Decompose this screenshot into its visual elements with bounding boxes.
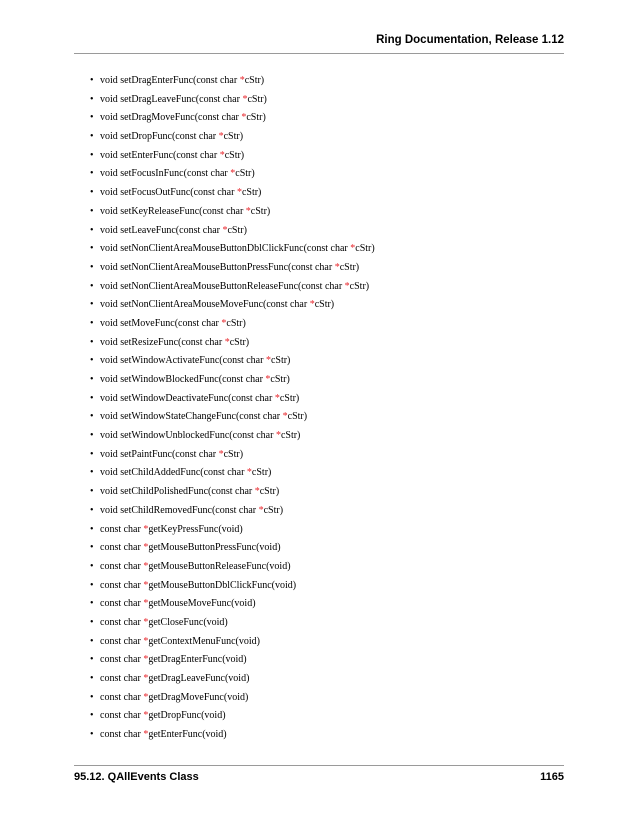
item-suffix: cStr) — [223, 131, 244, 143]
list-item — [90, 633, 375, 652]
pointer-star: * — [258, 504, 264, 516]
item-prefix: void setWindowActivateFunc(const char — [100, 355, 266, 367]
bullet-icon: • — [90, 131, 94, 143]
pointer-star: * — [344, 280, 350, 292]
item-prefix: void setWindowDeactivateFunc(const char — [100, 392, 275, 404]
list-item — [90, 464, 375, 483]
list-item — [90, 352, 375, 371]
item-suffix: cStr) — [224, 149, 245, 161]
item-suffix: cStr) — [349, 280, 370, 292]
item-prefix: const char — [100, 729, 144, 741]
pointer-star: * — [265, 355, 271, 367]
pointer-star: * — [143, 560, 149, 572]
item-prefix: const char — [100, 560, 144, 572]
list-item — [90, 128, 375, 147]
list-item — [90, 371, 375, 390]
item-prefix: const char — [100, 691, 144, 703]
pointer-star: * — [242, 93, 248, 105]
item-suffix: cStr) — [227, 224, 247, 236]
footer-section-title: 95.12. QAllEvents Class — [74, 771, 199, 783]
list-item — [90, 334, 375, 353]
pointer-star: * — [236, 187, 242, 199]
pointer-star: * — [265, 374, 271, 385]
item-suffix: cStr) — [229, 336, 250, 348]
bullet-icon: • — [90, 448, 94, 460]
list-item — [90, 427, 375, 446]
bullet-icon: • — [90, 149, 94, 161]
bullet-icon: • — [90, 560, 94, 572]
item-suffix: cStr) — [246, 112, 266, 124]
list-item — [90, 521, 375, 540]
pointer-star: * — [143, 729, 149, 741]
item-prefix: void setDragLeaveFunc(const char — [100, 93, 243, 105]
bullet-icon: • — [90, 243, 94, 255]
pointer-star: * — [218, 131, 224, 143]
list-item — [90, 707, 375, 726]
bullet-icon: • — [90, 430, 94, 442]
pointer-star: * — [282, 411, 288, 423]
pointer-star: * — [241, 112, 247, 124]
bullet-icon: • — [90, 523, 94, 535]
pointer-star: * — [143, 654, 149, 666]
item-prefix: void setDragMoveFunc(const char — [100, 112, 242, 124]
item-prefix: const char — [100, 598, 144, 610]
bullet-icon: • — [90, 579, 94, 591]
item-suffix: getEnterFunc(void) — [148, 729, 227, 741]
item-prefix: const char — [100, 673, 144, 684]
bullet-icon: • — [90, 467, 94, 479]
list-item — [90, 91, 375, 110]
list-item — [90, 483, 375, 502]
list-item — [90, 577, 375, 596]
bullet-icon: • — [90, 93, 94, 105]
item-prefix: void setNonClientAreaMouseButtonPressFunc(const char — [100, 261, 335, 273]
footer-page-number: 1165 — [540, 771, 564, 783]
item-suffix: cStr) — [244, 75, 265, 86]
list-item — [90, 595, 375, 614]
item-prefix: void setKeyReleaseFunc(const char — [100, 205, 246, 217]
list-item — [90, 315, 375, 334]
pointer-star: * — [143, 635, 149, 647]
header-title: Ring Documentation, Release 1.12 — [376, 34, 564, 46]
list-item — [90, 614, 375, 633]
list-item — [90, 222, 375, 241]
page-footer — [74, 765, 564, 784]
list-item — [90, 408, 375, 427]
pointer-star: * — [222, 224, 228, 236]
item-suffix: getMouseButtonDblClickFunc(void) — [148, 579, 297, 591]
list-item — [90, 502, 375, 521]
list-item — [90, 670, 375, 689]
bullet-icon: • — [90, 673, 94, 684]
pointer-star: * — [239, 75, 245, 86]
item-prefix: void setChildRemovedFunc(const char — [100, 504, 259, 516]
list-item — [90, 558, 375, 577]
item-suffix: cStr) — [339, 261, 360, 273]
item-suffix: getMouseMoveFunc(void) — [148, 598, 256, 610]
pointer-star: * — [143, 598, 149, 610]
bullet-icon: • — [90, 261, 94, 273]
pointer-star: * — [143, 673, 149, 684]
bullet-icon: • — [90, 486, 94, 498]
item-prefix: void setNonClientAreaMouseButtonReleaseFunc(const char — [100, 280, 345, 292]
list-item — [90, 539, 375, 558]
item-suffix: cStr) — [287, 411, 308, 423]
pointer-star: * — [143, 710, 149, 722]
bullet-icon: • — [90, 504, 94, 516]
bullet-icon: • — [90, 710, 94, 722]
item-prefix: void setResizeFunc(const char — [100, 336, 225, 348]
item-suffix: cStr) — [280, 430, 301, 442]
bullet-icon: • — [90, 317, 94, 329]
bullet-icon: • — [90, 392, 94, 404]
pointer-star: * — [143, 616, 149, 628]
bullet-icon: • — [90, 729, 94, 741]
bullet-icon: • — [90, 336, 94, 348]
bullet-icon: • — [90, 654, 94, 666]
bullet-icon: • — [90, 168, 94, 180]
pointer-star: * — [230, 168, 236, 180]
item-prefix: void setPaintFunc(const char — [100, 448, 219, 460]
item-prefix: const char — [100, 523, 144, 535]
pointer-star: * — [143, 579, 149, 591]
item-suffix: getCloseFunc(void) — [148, 616, 228, 628]
list-item — [90, 147, 375, 166]
item-suffix: getKeyPressFunc(void) — [148, 523, 243, 535]
item-suffix: cStr) — [259, 486, 280, 498]
bullet-icon: • — [90, 280, 94, 292]
list-item — [90, 184, 375, 203]
page-header — [74, 30, 564, 54]
bullet-icon: • — [90, 299, 94, 311]
pointer-star: * — [334, 261, 340, 273]
list-item — [90, 446, 375, 465]
list-item — [90, 203, 375, 222]
pointer-star: * — [245, 205, 251, 217]
list-item — [90, 259, 375, 278]
pointer-star: * — [309, 299, 315, 311]
item-prefix: const char — [100, 635, 144, 647]
item-prefix: void setFocusInFunc(const char — [100, 168, 231, 180]
bullet-icon: • — [90, 616, 94, 628]
pointer-star: * — [274, 392, 280, 404]
bullet-icon: • — [90, 542, 94, 554]
list-item — [90, 726, 375, 745]
item-prefix: void setDropFunc(const char — [100, 131, 219, 143]
item-prefix: void setNonClientAreaMouseMoveFunc(const char — [100, 299, 310, 311]
item-prefix: void setChildAddedFunc(const char — [100, 467, 247, 479]
item-suffix: getMouseButtonPressFunc(void) — [148, 542, 281, 554]
item-prefix: void setFocusOutFunc(const char — [100, 187, 237, 199]
list-item — [90, 689, 375, 708]
bullet-icon: • — [90, 355, 94, 367]
item-prefix: void setLeaveFunc(const char — [100, 224, 223, 236]
pointer-star: * — [143, 542, 149, 554]
item-prefix: const char — [100, 579, 144, 591]
pointer-star: * — [219, 149, 225, 161]
pointer-star: * — [221, 317, 227, 329]
bullet-icon: • — [90, 205, 94, 217]
item-prefix: void setWindowUnblockedFunc(const char — [100, 430, 276, 442]
bullet-icon: • — [90, 635, 94, 647]
list-item — [90, 296, 375, 315]
item-prefix: void setWindowStateChangeFunc(const char — [100, 411, 283, 423]
item-prefix: void setMoveFunc(const char — [100, 317, 222, 329]
pointer-star: * — [275, 430, 281, 442]
item-suffix: cStr) — [270, 374, 290, 385]
item-suffix: cStr) — [223, 448, 244, 460]
item-prefix: void setEnterFunc(const char — [100, 149, 220, 161]
list-item — [90, 72, 375, 91]
item-prefix: void setWindowBlockedFunc(const char — [100, 374, 266, 385]
list-item — [90, 109, 375, 128]
pointer-star: * — [143, 691, 149, 703]
item-prefix: void setDragEnterFunc(const char — [100, 75, 240, 86]
bullet-icon: • — [90, 224, 94, 236]
item-suffix: cStr) — [279, 392, 300, 404]
pointer-star: * — [246, 467, 252, 479]
item-suffix: cStr) — [270, 355, 291, 367]
item-prefix: const char — [100, 710, 144, 722]
pointer-star: * — [143, 523, 149, 535]
item-prefix: const char — [100, 542, 144, 554]
item-suffix: cStr) — [263, 504, 284, 516]
item-prefix: void setNonClientAreaMouseButtonDblClickFunc(const char — [100, 243, 351, 255]
list-item — [90, 165, 375, 184]
item-suffix: getDragEnterFunc(void) — [148, 654, 247, 666]
item-prefix: const char — [100, 654, 144, 666]
bullet-icon: • — [90, 75, 94, 86]
item-suffix: cStr) — [241, 187, 262, 199]
bullet-icon: • — [90, 598, 94, 610]
item-suffix: cStr) — [314, 299, 335, 311]
item-suffix: getDragMoveFunc(void) — [148, 691, 249, 703]
bullet-icon: • — [90, 411, 94, 423]
item-suffix: cStr) — [250, 205, 271, 217]
item-suffix: getContextMenuFunc(void) — [148, 635, 260, 647]
pointer-star: * — [350, 243, 356, 255]
list-item — [90, 278, 375, 297]
item-suffix: getDragLeaveFunc(void) — [148, 673, 250, 684]
list-item — [90, 651, 375, 670]
item-prefix: const char — [100, 616, 144, 628]
item-prefix: void setChildPolishedFunc(const char — [100, 486, 255, 498]
item-suffix: cStr) — [235, 168, 255, 180]
bullet-icon: • — [90, 112, 94, 124]
bullet-icon: • — [90, 374, 94, 385]
bullet-icon: • — [90, 187, 94, 199]
item-suffix: cStr) — [247, 93, 267, 105]
item-suffix: getDropFunc(void) — [148, 710, 226, 722]
item-suffix: cStr) — [251, 467, 272, 479]
pointer-star: * — [218, 448, 224, 460]
item-suffix: cStr) — [226, 317, 246, 329]
pointer-star: * — [224, 336, 230, 348]
item-suffix: cStr) — [355, 243, 375, 255]
bullet-icon: • — [90, 691, 94, 703]
item-suffix: getMouseButtonReleaseFunc(void) — [148, 560, 291, 572]
list-item — [90, 240, 375, 259]
pointer-star: * — [254, 486, 260, 498]
function-list — [90, 72, 375, 745]
list-item — [90, 390, 375, 409]
